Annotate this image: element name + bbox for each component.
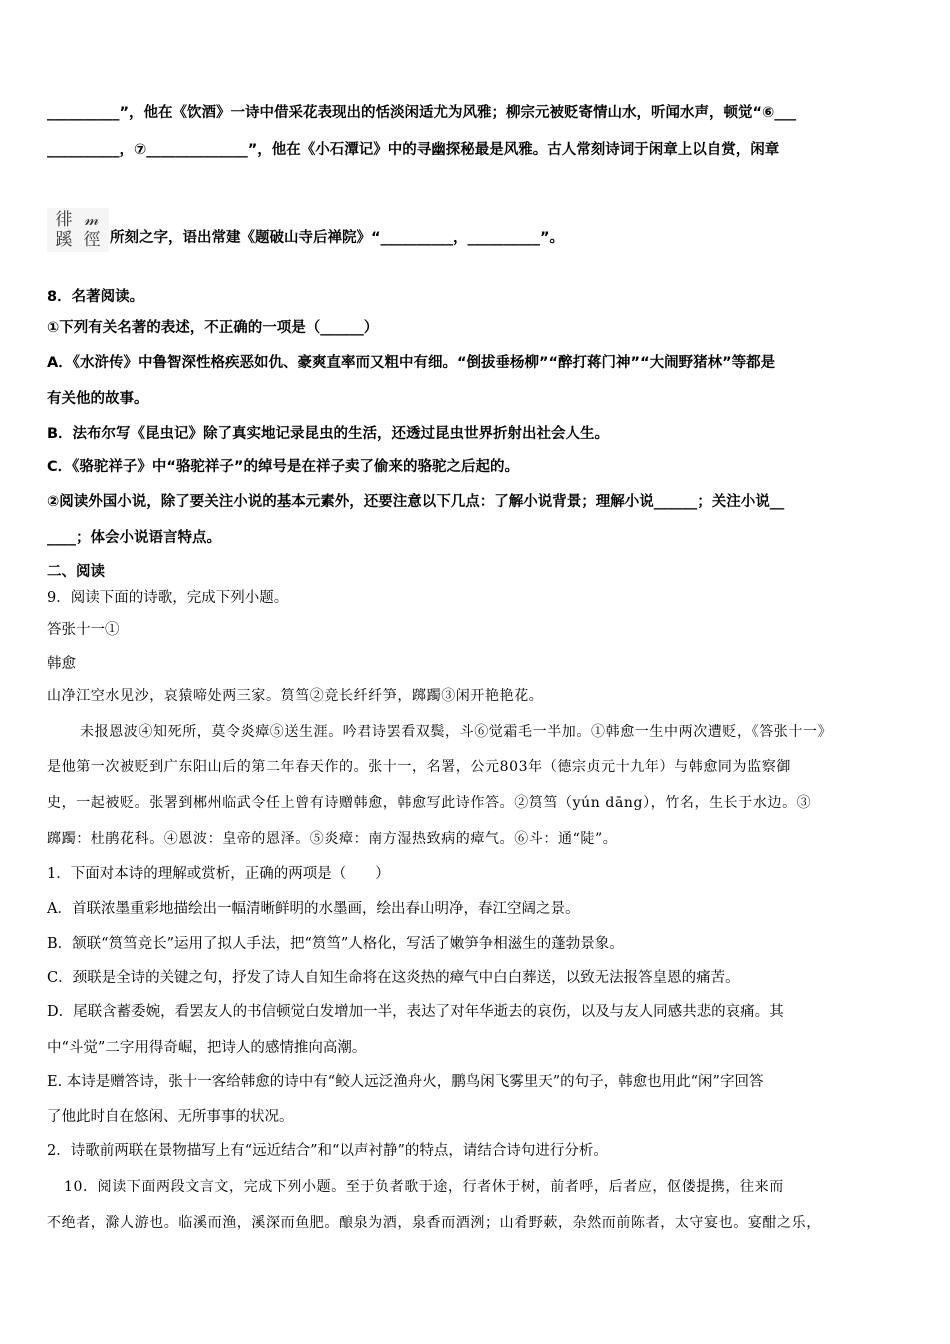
subquestion-1-option-a: A．首联浓墨重彩地描绘出一幅清晰鲜明的水墨画，绘出春山明净，春江空阔之景。 <box>47 901 580 917</box>
question-10-line-2: 不绝者，滁人游也。临溪而渔，溪深而鱼肥。酿泉为酒，泉香而酒洌；山肴野蔌，杂然而前陈者，太守宴也。宴酣之乐， <box>47 1215 821 1231</box>
question-10-line-1: 10．阅读下面两段文言文，完成下列小题。至于负者歌于途，行者休于树，前者呼，后者应，伛偻提携，往来而 <box>64 1179 784 1195</box>
poem-note-line-3: 史，一起被贬。张署到郴州临武令任上曾有诗赠韩愈，韩愈写此诗作答。②筼筜（yún dāng），竹名，生长于水边。③ <box>47 795 812 811</box>
poem-author: 韩愈 <box>47 656 76 672</box>
subquestion-1-option-e-cont: 了他此时自在悠闲、无所事事的状况。 <box>47 1109 294 1125</box>
subquestion-1-option-c: C．颈联是全诗的关键之句，抒发了诗人自知生命将在这炎热的瘴气中白白葬送，以致无法报答皇恩的痛苦。 <box>47 970 740 986</box>
question-8-option-b: B．法布尔写《昆虫记》除了真实地记录昆虫的生活，还透过昆虫世界折射出社会人生。 <box>47 426 610 442</box>
subquestion-1: 1．下面对本诗的理解或赏析，正确的两项是（ ） <box>47 866 390 882</box>
section-heading-reading: 二、阅读 <box>47 564 105 580</box>
question-8-part-1: ①下列有关名著的表述，不正确的一项是（______） <box>47 320 379 336</box>
question-8-part-2: ②阅读外国小说，除了要关注小说的基本元素外，还要注意以下几点：了解小说背景；理解小说______；关注小说__ <box>47 494 785 510</box>
poem-line-2: 未报恩波④知死所，莫令炎瘴⑤送生涯。吟君诗罢看双鬓，斗⑥觉霜毛一半加。①韩愈一生中两次遭贬，《答张十一》 <box>80 724 833 740</box>
question-8-title: 8．名著阅读。 <box>47 289 145 305</box>
poem-title: 答张十一① <box>47 622 120 638</box>
fill-blank-line-1: __________”，他在《饮酒》一诗中借采花表现出的恬淡闲适尤为风雅；柳宗元被贬寄情山水，听闻水声，顿觉“⑥___ <box>47 105 797 121</box>
seal-stamp-image: 徘 𝓂 蹊 徑 <box>47 208 109 252</box>
fill-blank-line-2: __________，⑦______________”，他在《小石潭记》中的寻幽探秘最是风雅。古人常刻诗词于闲章上以自赏，闲章 <box>47 142 780 158</box>
poem-note-line-2: 是他第一次被贬到广东阳山后的第二年春天作的。张十一，名署，公元803年（德宗贞元十九年）与韩愈同为监察御 <box>47 759 791 775</box>
question-8-option-a: A．《水浒传》中鲁智深性格疾恶如仇、豪爽直率而又粗中有细。“倒拔垂杨柳”“醉打蒋门神”“大闹野猪林”等都是 <box>47 355 776 371</box>
fill-blank-line-3: 所刻之字，语出常建《题破山寺后禅院》“__________，__________”。 <box>110 230 565 246</box>
subquestion-2: 2．诗歌前两联在景物描写上有“远近结合”和“以声衬静”的特点，请结合诗句进行分析。 <box>47 1143 608 1159</box>
question-8-option-a-cont: 有关他的故事。 <box>47 391 149 407</box>
subquestion-1-option-b: B．颔联“筼筜竞长”运用了拟人手法，把“筼筜”人格化，写活了嫩笋争相滋生的蓬勃景象。 <box>47 936 624 952</box>
question-8-part-2-cont: ____；体会小说语言特点。 <box>47 530 221 546</box>
poem-line-1: 山净江空水见沙，哀猿啼处两三家。筼筜②竞长纤纤笋，踯躅③闲开艳艳花。 <box>47 688 544 704</box>
subquestion-1-option-d: D．尾联含蓄委婉，看罢友人的书信顿觉白发增加一半，表达了对年华逝去的哀伤，以及与友人同感共悲的哀痛。其 <box>47 1004 784 1020</box>
subquestion-1-option-e: E. 本诗是赠答诗，张十一客给韩愈的诗中有“鲛人远泛渔舟火，鹏鸟闲飞雾里天”的句子，韩愈也用此“闲”字回答 <box>47 1074 764 1090</box>
subquestion-1-option-d-cont: 中“斗觉”二字用得奇崛，把诗人的感情推向高潮。 <box>47 1040 367 1056</box>
question-9-intro: 9．阅读下面的诗歌，完成下列小题。 <box>47 590 289 606</box>
question-8-option-c: C．《骆驼祥子》中“骆驼祥子”的绰号是在祥子卖了偷来的骆驼之后起的。 <box>47 459 519 475</box>
poem-note-line-4: 踯躅：杜鹃花科。④恩波：皇帝的恩泽。⑤炎瘴：南方湿热致病的瘴气。⑥斗：通“陡”。 <box>47 831 618 847</box>
